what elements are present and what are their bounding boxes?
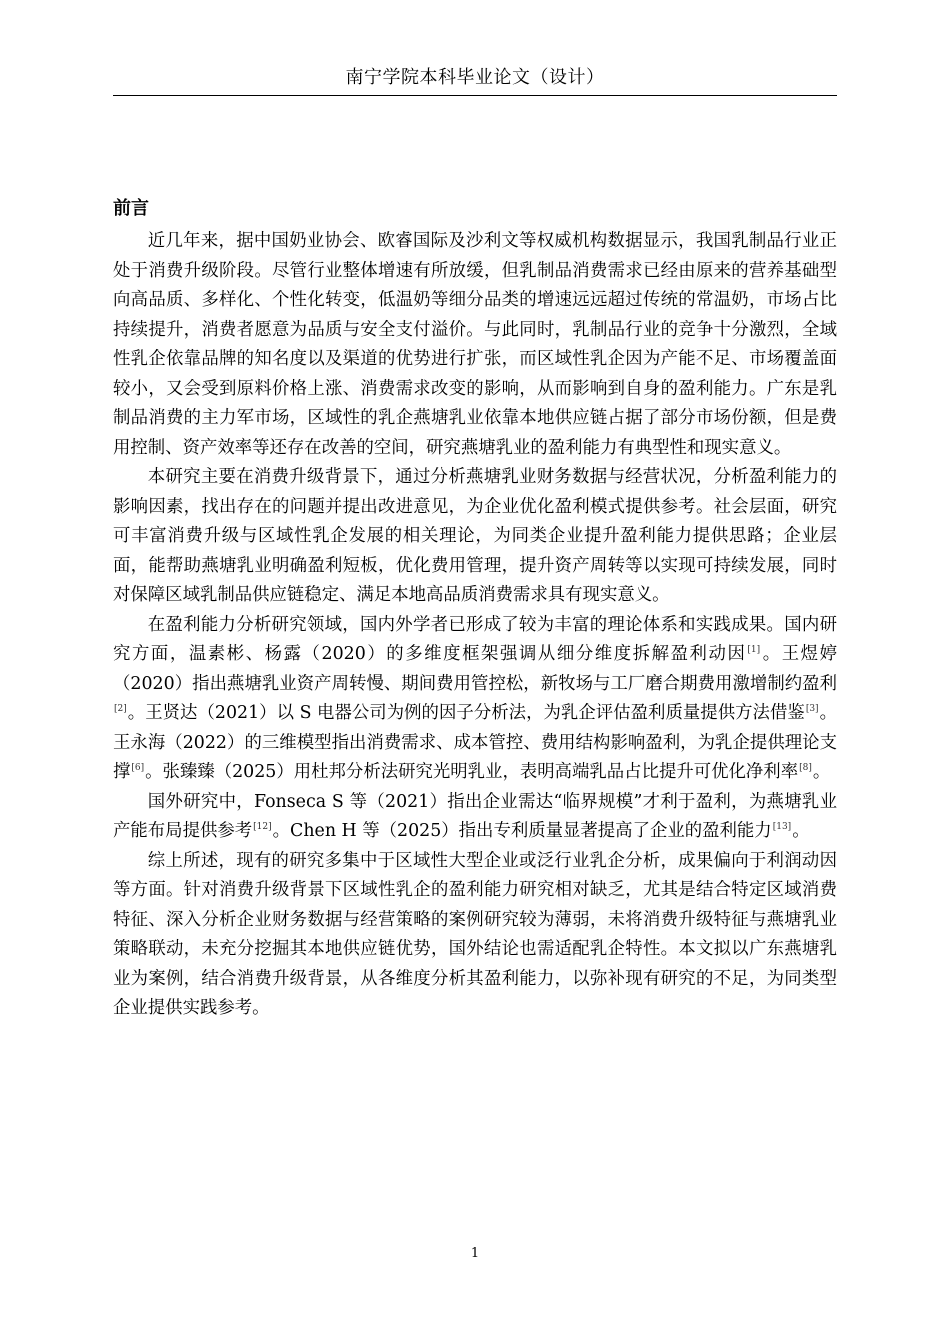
paragraph-text: 国外研究中，Fonseca S 等（2021）指出企业需达“临界规模”才利于盈利，为燕塘乳业产能布局提供参考 (113, 791, 837, 841)
paragraph-text: 综上所述，现有的研究多集中于区域性大型企业或泛行业乳企分析，成果偏向于利润动因等方面。针对消费升级背景下区域性乳企的盈利能力研究相对缺乏，尤其是结合特定区域消费特征、深入分析企业财务数据与经营策略的案例研究较为薄弱，未将消费升级特征与燕塘乳业策略联动，未充分挖掘其本地供应链优势，国外结论也需适配乳企特性。本文拟以广东燕塘乳业为案例，结合消费升级背景，从各维度分析其盈利能力，以弥补现有研究的不足，为同类型企业提供实践参考。 (113, 850, 837, 1018)
running-header: 南宁学院本科毕业论文（设计） (345, 67, 605, 88)
paragraph-text: 。王永海（2022）的三维模型指出消费需求、成本管控、费用结构影响盈利，为乳企提供理论支撑 (113, 703, 837, 782)
paragraph (113, 227, 837, 463)
paragraph (113, 788, 837, 847)
citation-ref: [13] (772, 822, 792, 832)
citation-ref: [12] (253, 822, 272, 832)
paragraph-text: 。Chen H 等（2025）指出专利质量显著提高了企业的盈利能力 (272, 821, 772, 841)
paragraph (113, 611, 837, 788)
paragraph-text: 。王贤达（2021）以 S 电器公司为例的因子分析法，为乳企评估盈利质量提供方法借鉴 (127, 703, 805, 723)
citation-ref: [8] (799, 763, 812, 773)
citation-ref: [2] (114, 704, 127, 714)
paragraph (113, 463, 837, 611)
paragraph-text: 本研究主要在消费升级背景下，通过分析燕塘乳业财务数据与经营状况，分析盈利能力的影响因素，找出存在的问题并提出改进意见，为企业优化盈利模式提供参考。社会层面，研究可丰富消费升级与区域性乳企发展的相关理论，为同类企业提升盈利能力提供思路；企业层面，能帮助燕塘乳业明确盈利短板，优化费用管理，提升资产周转等以实现可持续发展，同时对保障区域乳制品供应链稳定、满足本地高品质消费需求具有现实意义。 (113, 467, 837, 605)
paragraph-text: 。张臻臻（2025）用杜邦分析法研究光明乳业，表明高端乳品占比提升可优化净利率 (145, 762, 799, 782)
paragraph-text: 近几年来，据中国奶业协会、欧睿国际及沙利文等权威机构数据显示，我国乳制品行业正处于消费升级阶段。尽管行业整体增速有所放缓，但乳制品消费需求已经由原来的营养基础型向高品质、多样化、个性化转变，低温奶等细分品类的增速远远超过传统的常温奶，市场占比持续提升，消费者愿意为品质与安全支付溢价。与此同时，乳制品行业的竞争十分激烈，全域性乳企依靠品牌的知名度以及渠道的优势进行扩张，而区域性乳企因为产能不足、市场覆盖面较小，又会受到原料价格上涨、消费需求改变的影响，从而影响到自身的盈利能力。广东是乳制品消费的主力军市场，区域性的乳企燕塘乳业依靠本地供应链占据了部分市场份额，但是费用控制、资产效率等还存在改善的空间，研究燕塘乳业的盈利能力有典型性和现实意义。 (113, 231, 837, 458)
citation-ref: [1] (747, 645, 761, 655)
paragraph-text: 在盈利能力分析研究领域，国内外学者已形成了较为丰富的理论体系和实践成果。国内研究方面，温素彬、杨露（2020）的多维度框架强调从细分维度拆解盈利动因 (113, 614, 837, 664)
header-rule (113, 95, 837, 96)
paragraph-text: 。王煜婷（2020）指出燕塘乳业资产周转慢、期间费用管控松，新牧场与工厂磨合期费用激增制约盈利 (113, 644, 837, 694)
paragraph (113, 847, 837, 1024)
paragraph-text: 。 (812, 762, 831, 782)
page-number: 1 (470, 1246, 480, 1261)
body-text (113, 227, 837, 1024)
paragraph-text: 。 (792, 821, 810, 841)
citation-ref: [3] (805, 704, 819, 714)
section-title: 前言 (113, 198, 149, 219)
citation-ref: [6] (131, 763, 145, 773)
